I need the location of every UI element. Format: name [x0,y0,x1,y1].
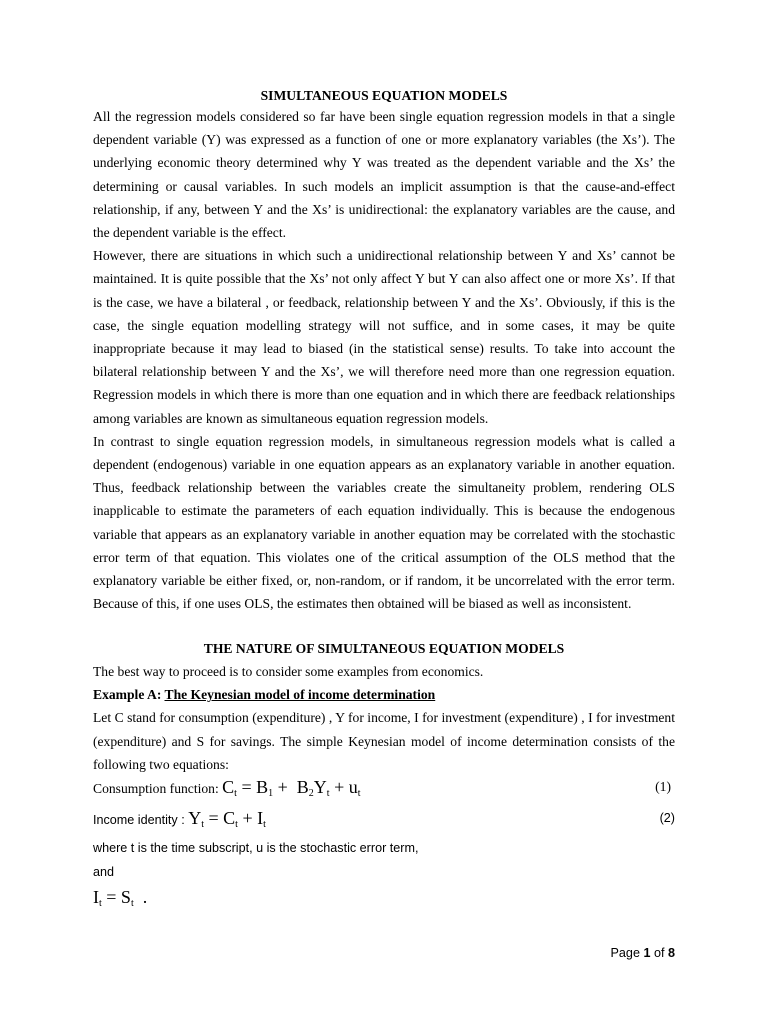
section-body [93,660,675,776]
equation-3 [93,887,675,914]
equation-3-formula: $I_t = S_t$ . [93,887,148,909]
paragraph-2: However, there are situations in which such a unidirectional relationship between Y and Xs’ cannot be maintained. It is quite possible that the Xs’ not only affect Y but Y can also affect one or more Xs’. If that is the case, we have a bilateral , or feedback, relationship between Y and the Xs’. Obviously, if this is the case, the single equation modelling strategy will not suffice, and in some cases, it may be quite inappropriate because it may lead to biased (in the statistical sense) results. To take into account the bilateral relationship between Y and the Xs’, we will therefore need more than one regression equation. Regression models in which there is more than one equation and in which there are feedback relationships among variables are known as simultaneous equation regression models. [93,248,675,426]
footer-total-pages: 8 [667,946,675,960]
example-label: Example A: [93,687,165,703]
equation-2-formula: $Y_t = C_t + I_t$ [188,808,266,830]
where-line: where t is the time subscript, u is the stochastic error term, [93,841,419,855]
body-text [93,105,675,615]
paragraph-4: The best way to proceed is to consider some examples from economics. [93,664,484,679]
equation-1-label: Consumption function: [93,781,223,796]
equation-1-number: (1) [655,779,671,794]
example-heading [93,683,675,706]
footer-current-page: 1 [643,946,651,960]
paragraph-1: All the regression models considered so far have been single equation regression models in that a single dependent variable (Y) was expressed as a function of one or more explanatory variables (the Xs’). The underlying economic theory determined why Y was treated as the dependent variable and the Xs’ the determining or causal variables. In such models an implicit assumption is that the cause-and-effect relationship, if any, between Y and the Xs’ is unidirectional: the explanatory variables are the cause, and the dependent variable is the effect. [93,109,675,241]
section-heading: THE NATURE OF SIMULTANEOUS EQUATION MODELS [203,641,565,656]
footer-of: of [650,946,668,960]
document-title: SIMULTANEOUS EQUATION MODELS [260,88,508,103]
equation-1 [93,777,675,804]
equation-2-label: Income identity : [93,813,189,827]
equation-1-formula: $C_t = B_1 + B_2Y_t + u_t$ [222,777,361,799]
paragraph-5: Let C stand for consumption (expenditure) , Y for income, I for investment (expenditure) , I for investment (expenditure) and S for savings. The simple Keynesian model of income determination consists of the following two equations: [93,710,675,772]
equation-2-number: (2) [659,811,675,825]
example-title: The Keynesian model of income determination [164,687,436,703]
footer-page-word: Page [610,946,644,960]
equation-2 [93,808,675,835]
and-line: and [93,865,115,879]
paragraph-3: In contrast to single equation regression models, in simultaneous regression models what is called a dependent (endogenous) variable in one equation appears as an explanatory variable in another equation. Thus, feedback relationship between the variables create the simultaneity problem, rendering OLS inapplicable to estimate the parameters of each equation individually. This is because the endogenous variable that appears as an explanatory variable in another equation may be correlated with the stochastic error term of that equation. This violates one of the critical assumption of the OLS method that the explanatory variable be either fixed, or, non-random, or if random, it be uncorrelated with the error term. Because of this, if one uses OLS, the estimates then obtained will be biased as well as inconsistent. [93,433,675,612]
page-footer [560,946,675,960]
